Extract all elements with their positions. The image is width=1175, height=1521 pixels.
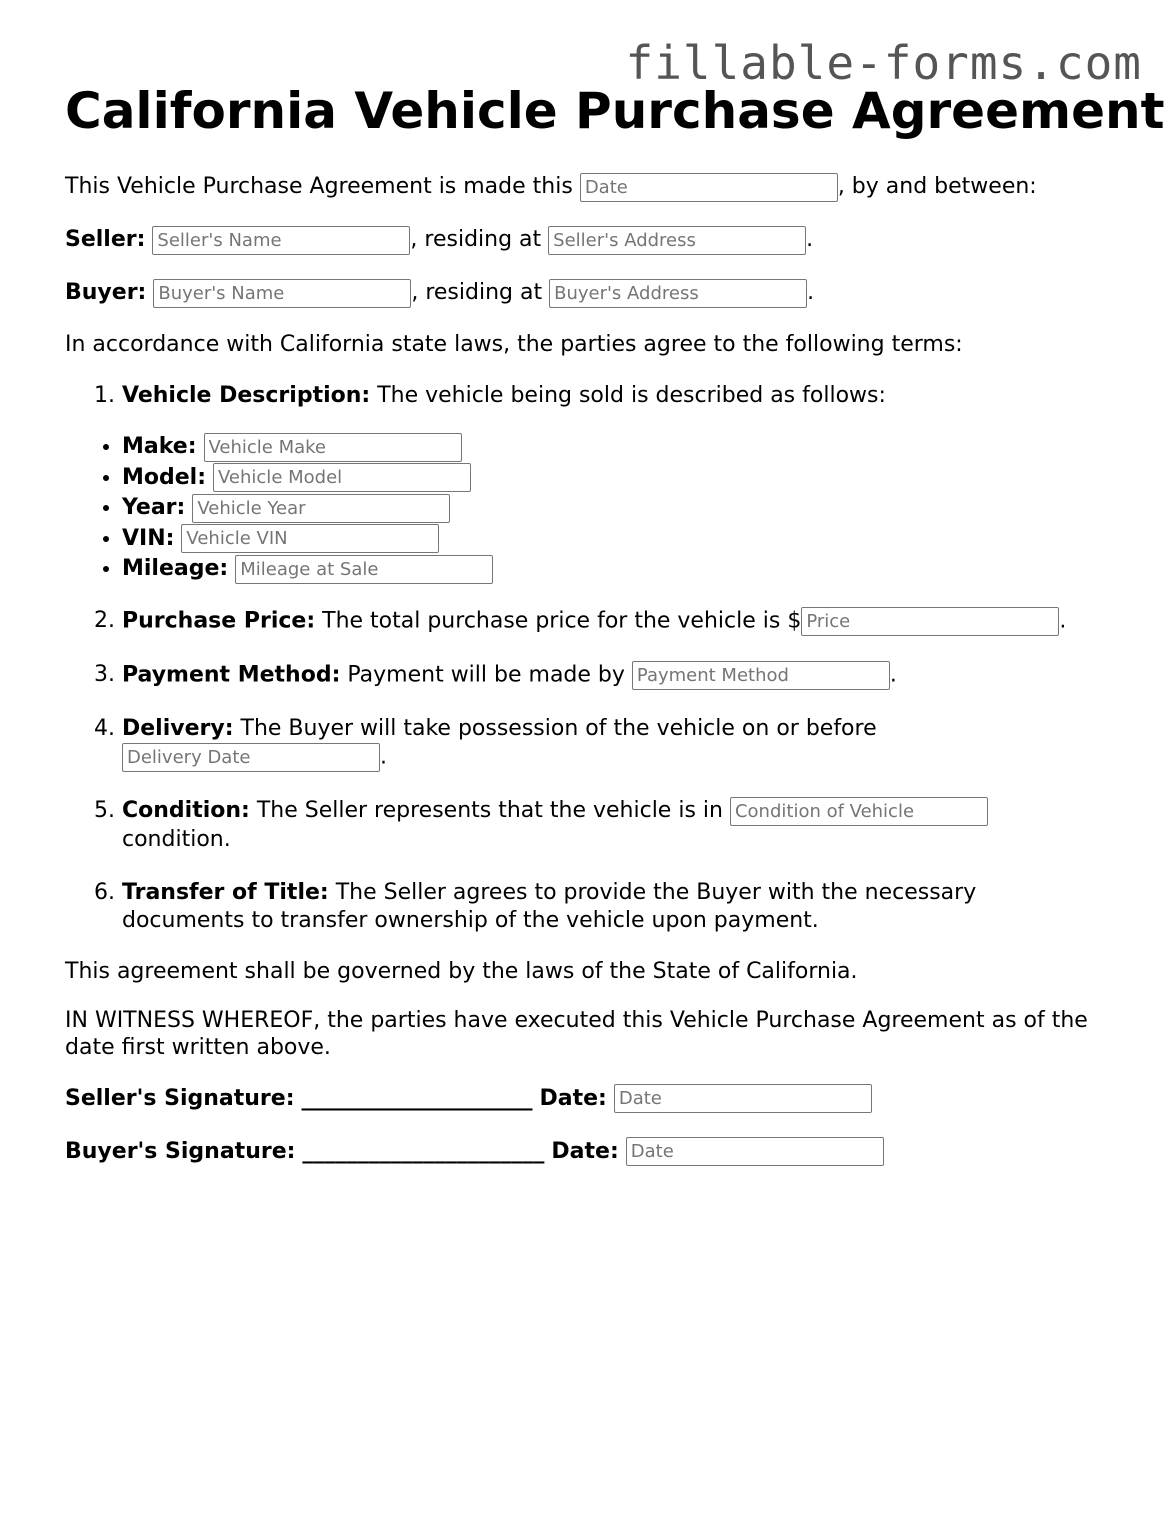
- agreement-form: [65, 80, 1165, 1167]
- term-condition: [122, 797, 1125, 854]
- term-vehicle-description: [122, 382, 1125, 585]
- term-delivery-end: .: [380, 744, 387, 769]
- term-payment-end: .: [889, 662, 897, 687]
- term-title-label: Transfer of Title:: [122, 879, 329, 905]
- vehicle-year-input[interactable]: [192, 494, 450, 523]
- seller-residing-text: , residing at: [410, 227, 542, 252]
- term-payment-text: Payment will be made by: [340, 662, 625, 687]
- term-condition-text: The Seller represents that the vehicle is in: [249, 798, 723, 823]
- buyer-signature-line: [65, 1137, 1125, 1167]
- governed-text: This agreement shall be governed by the laws of the State of California.: [65, 958, 858, 984]
- term-title-text: The Seller agrees to provide the Buyer with the necessary documents to transfer ownership of the vehicle upon payment.: [122, 879, 977, 933]
- page-title: California Vehicle Purchase Agreement: [65, 82, 1165, 140]
- vehicle-vin-label: VIN:: [122, 525, 175, 551]
- buyer-address-input[interactable]: [549, 279, 807, 308]
- delivery-date-input[interactable]: [122, 743, 380, 772]
- buyer-label: Buyer:: [65, 280, 147, 305]
- buyer-name-input[interactable]: [153, 279, 411, 308]
- vehicle-make-input[interactable]: [204, 433, 462, 462]
- vehicle-model-input[interactable]: [213, 463, 471, 492]
- term-delivery: [122, 715, 1125, 772]
- vehicle-vin-item: [122, 524, 1125, 555]
- term-delivery-text: The Buyer will take possession of the vehicle on or before: [233, 715, 877, 741]
- term-purchase-price: [122, 607, 1125, 636]
- buyer-signature-field[interactable]: ______________________: [302, 1138, 545, 1164]
- vehicle-model-item: [122, 463, 1125, 494]
- buyer-line: [65, 278, 1125, 308]
- vehicle-vin-input[interactable]: [181, 524, 439, 553]
- vehicle-mileage-label: Mileage:: [122, 556, 229, 581]
- seller-address-input[interactable]: [548, 226, 806, 255]
- buyer-signature-date-input[interactable]: [626, 1137, 884, 1166]
- term-price-text: The total purchase price for the vehicle is $: [315, 608, 802, 633]
- seller-signature-line: [65, 1084, 1125, 1114]
- term-delivery-label: Delivery:: [122, 715, 234, 741]
- term-condition-end: condition.: [122, 826, 231, 852]
- seller-signature-label: Seller's Signature:: [65, 1085, 295, 1111]
- witness-text: IN WITNESS WHEREOF, the parties have executed this Vehicle Purchase Agreement as of the date first written above.: [65, 1007, 1088, 1060]
- vehicle-year-item: [122, 493, 1125, 524]
- buyer-date-label: Date:: [551, 1138, 619, 1164]
- vehicle-make-label: Make:: [122, 434, 197, 459]
- buyer-end: .: [807, 280, 815, 305]
- seller-date-label: Date:: [539, 1085, 607, 1111]
- vehicle-year-label: Year:: [122, 495, 186, 520]
- term-transfer-of-title: [122, 879, 1082, 935]
- price-input[interactable]: [801, 607, 1059, 636]
- vehicle-model-label: Model:: [122, 464, 207, 490]
- seller-signature-date-input[interactable]: [614, 1084, 872, 1113]
- term-condition-label: Condition:: [122, 798, 250, 823]
- seller-name-input[interactable]: [152, 226, 410, 255]
- seller-signature-field[interactable]: _____________________: [301, 1085, 533, 1111]
- watermark: fillable-forms.com: [625, 36, 1142, 90]
- agreement-date-input[interactable]: [580, 173, 838, 202]
- seller-line: [65, 225, 1125, 255]
- term-vehicle-label: Vehicle Description:: [122, 383, 371, 408]
- term-price-label: Purchase Price:: [122, 608, 316, 633]
- intro-text: This Vehicle Purchase Agreement is made this: [65, 174, 573, 199]
- seller-end: .: [806, 227, 814, 252]
- term-vehicle-text: The vehicle being sold is described as follows:: [370, 383, 886, 408]
- buyer-residing-text: , residing at: [411, 280, 543, 305]
- term-price-end: .: [1059, 608, 1067, 633]
- terms-list: [65, 382, 1125, 935]
- intro-line: [65, 172, 1125, 202]
- vehicle-mileage-input[interactable]: [235, 555, 493, 584]
- vehicle-condition-input[interactable]: [730, 797, 988, 826]
- seller-label: Seller:: [65, 227, 146, 252]
- vehicle-mileage-item: [122, 554, 1125, 585]
- buyer-signature-label: Buyer's Signature:: [65, 1138, 296, 1164]
- vehicle-make-item: [122, 432, 1125, 463]
- intro-text-after: , by and between:: [837, 174, 1037, 199]
- vehicle-details-list: [65, 432, 1125, 585]
- accordance-text: In accordance with California state laws, the parties agree to the following terms:: [65, 332, 963, 357]
- term-payment-method: [122, 661, 1125, 690]
- payment-method-input[interactable]: [632, 661, 890, 690]
- term-payment-label: Payment Method:: [122, 662, 341, 687]
